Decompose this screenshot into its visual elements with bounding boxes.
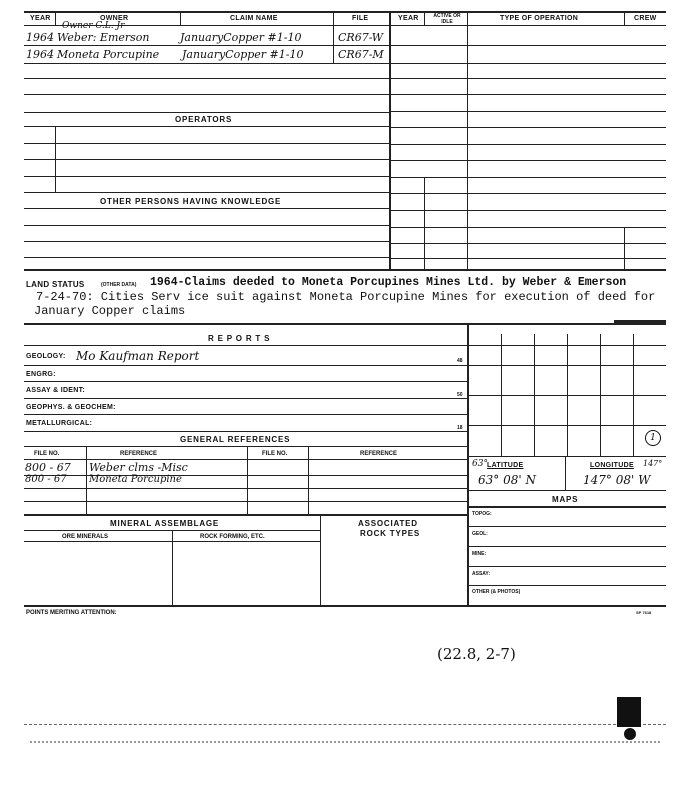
maps-assay-label: ASSAY: [472,571,491,577]
divider [624,228,625,269]
others-title: OTHER PERSONS HAVING KNOWLEDGE [100,197,282,206]
row-line [467,566,666,567]
center-divider [389,11,391,269]
section-line [24,446,467,447]
row-line [389,160,666,161]
divider [308,446,309,514]
section-line [24,323,666,325]
rock-forming-label: ROCK FORMING, ETC. [200,534,265,540]
col-header-owner: OWNER [100,15,129,22]
section-line [24,208,389,209]
row-line [24,225,389,226]
land-status-line3: January Copper claims [34,304,186,318]
margin-number: 18 [457,425,463,431]
ore-minerals-label: ORE MINERALS [62,534,109,540]
maps-topog-label: TOPOG: [472,511,492,517]
claim-year: 1964 [26,48,54,61]
row-line [24,192,389,193]
bottom-border [24,605,666,607]
gr-file-no: 800 - 67 [25,474,67,485]
gr-reference: Weber clms -Misc [89,461,188,474]
row-line [24,365,467,366]
col-header-crew: CREW [634,15,657,22]
latitude-label: LATITUDE [487,462,524,469]
margin-number: 48 [457,358,463,364]
metallurgical-label: METALLURGICAL: [26,420,93,427]
claim-name: JanuaryCopper #1-10 [182,48,304,61]
gr-header-reference-2: REFERENCE [360,451,398,457]
divider [247,446,248,514]
section-line [24,112,389,113]
land-status-line1: 1964-Claims deeded to Moneta Porcupines Mines Ltd. by Weber & Emerson [150,276,627,289]
row-line [24,143,389,144]
grid-line [467,456,666,457]
row-line [24,78,389,79]
lat-prefix: 63° [472,459,488,469]
registration-dot [624,728,636,740]
row-line [389,63,666,64]
latitude-value: 63° 08' N [478,473,536,487]
maps-other-label: OTHER (& PHOTOS) [472,589,521,595]
form-code: SP 7618 [636,610,652,615]
row-line [389,193,666,194]
row-line [24,414,467,415]
margin-number: 50 [457,392,463,398]
longitude-value: 147° 08' W [583,473,651,487]
claim-year: 1964 [26,31,54,44]
row-line [24,45,389,46]
points-meriting-label: POINTS MERITING ATTENTION: [26,610,117,616]
gr-header-reference: REFERENCE [120,451,158,457]
maps-mine-label: MINE: [472,551,487,557]
divider [86,446,87,514]
row-line [24,501,467,502]
gr-file-no: 800 - 67 [25,461,71,474]
divider [565,456,566,490]
geophys-label: GEOPHYS. & GEOCHEM: [26,404,116,411]
divider [424,11,425,25]
row-line [389,78,666,79]
row-line [389,258,666,259]
row-line [24,459,467,460]
row-line [389,94,666,95]
top-border [24,11,666,13]
section-line [467,506,666,508]
land-status-sublabel: (OTHER DATA) [101,282,137,288]
row-line [389,127,666,128]
col-header-year: YEAR [398,15,419,22]
section-line [24,514,467,516]
maps-title: MAPS [552,495,579,504]
engrg-label: ENGRG: [26,371,56,378]
row-line [467,490,666,491]
claim-name: JanuaryCopper #1-10 [180,31,302,44]
rock-types-label: ROCK TYPES [360,529,421,538]
gr-header-file-no: FILE NO. [34,451,60,457]
divider [467,11,468,269]
claim-file: CR67-M [338,48,384,61]
row-line [389,243,666,244]
row-line [24,241,389,242]
col-header-file: FILE [352,15,369,22]
divider [320,514,321,605]
grid-line [467,395,666,396]
grid-line [467,365,666,366]
divider [333,11,334,63]
section-line [24,126,389,127]
geology-value: Mo Kaufman Report [76,349,200,363]
row-line [24,94,389,95]
divider [424,178,425,269]
registration-mark [617,697,641,727]
assay-label: ASSAY & IDENT: [26,387,86,394]
reports-title: R E P O R T S [208,334,271,343]
col-header-active-idle: ACTIVE OR IDLE [433,13,461,25]
coordinate-note: (22.8, 2-7) [437,645,516,663]
row-line [467,546,666,547]
maps-geol-label: GEOL: [472,531,488,537]
scan-artifact-line [24,724,666,725]
location-circle: 1 [645,430,661,446]
row-line [389,227,666,228]
row-line [389,111,666,112]
row-line [389,144,666,145]
col-header-year: YEAR [30,15,51,22]
scan-artifact-line [30,741,660,743]
divider [55,11,56,25]
row-line [24,488,467,489]
edge-mark [614,320,666,324]
row-line [389,45,666,46]
mineral-assemblage-title: MINERAL ASSEMBLAGE [110,519,220,528]
claim-owner: Weber: Emerson [57,31,150,44]
row-line [389,210,666,211]
general-references-title: GENERAL REFERENCES [180,435,291,444]
land-status-line2: 7-24-70: Cities Serv ice suit against Moneta Porcupine Mines for execution of deed for [36,290,656,304]
row-line [24,63,389,64]
claim-file: CR67-W [338,31,384,44]
section-line [24,345,666,346]
land-status-label: LAND STATUS [26,280,85,289]
row-line [467,585,666,586]
owner-note: Owner C.L. Jr [62,21,125,31]
divider [172,530,173,605]
section-line [24,269,666,271]
claim-owner: Moneta Porcupine [57,48,160,61]
col-header-type-of-operation: TYPE OF OPERATION [500,15,579,22]
row-line [24,431,467,432]
row-line [24,398,467,399]
gr-reference: Moneta Porcupine [89,474,182,485]
grid-line [467,425,666,426]
row-line [24,159,389,160]
row-line [24,176,389,177]
divider [180,11,181,25]
operators-title: OPERATORS [175,115,233,124]
gr-header-file-no-2: FILE NO. [262,451,288,457]
associated-label: ASSOCIATED [358,519,418,528]
lon-suffix: 147° [643,459,663,468]
geology-label: GEOLOGY: [26,353,66,360]
row-line [467,526,666,527]
row-line [24,381,467,382]
divider [624,11,625,25]
longitude-label: LONGITUDE [590,462,634,469]
row-line [389,177,666,178]
row-line [24,257,389,258]
col-header-claim-name: CLAIM NAME [230,15,278,22]
